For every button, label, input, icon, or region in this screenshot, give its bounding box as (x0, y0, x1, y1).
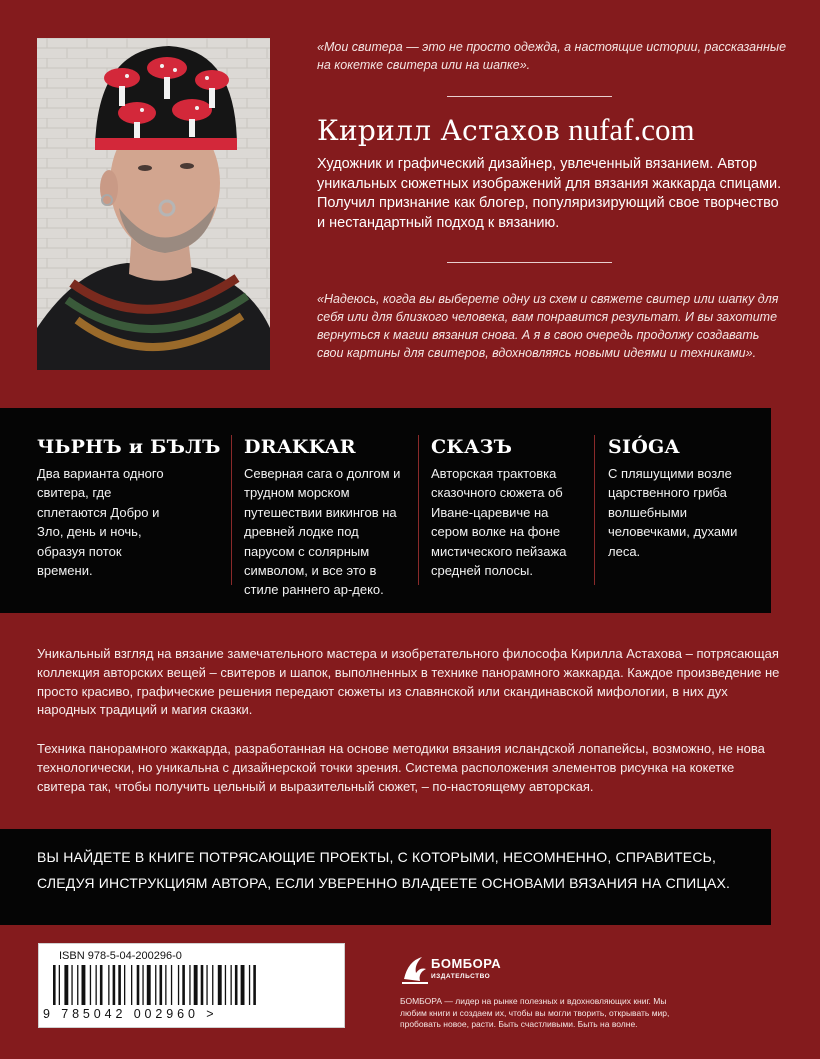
barcode-bars (47, 965, 337, 1007)
barcode-stripe (201, 965, 204, 1005)
author-site-link[interactable]: nufaf.com (568, 112, 695, 147)
author-photo (37, 38, 270, 370)
barcode-stripe (225, 965, 226, 1005)
barcode-stripe (235, 965, 238, 1005)
barcode-stripe (171, 965, 172, 1005)
barcode-stripe (137, 965, 140, 1005)
barcode-stripe (147, 965, 151, 1005)
barcode-stripe (90, 965, 91, 1005)
barcode-stripe (253, 965, 256, 1005)
banner-text: ВЫ НАЙДЕТЕ В КНИГЕ ПОТРЯСАЮЩИЕ ПРОЕКТЫ, С КОТОРЫМИ, НЕСОМНЕННО, СПРАВИТЕСЬ, СЛЕДУЯ ИНСТРУКЦИЯМ АВТОРА, ЕСЛИ УВЕРЕННО ВЛАДЕЕТЕ ОСНОВАМИ ВЯЗАНИЯ НА СПИЦАХ. (37, 849, 731, 891)
barcode-stripe (113, 965, 116, 1005)
description-paragraph-2: Техника панорамного жаккарда, разработанная на основе методики вязания исландской лопапейсы, возможно, не нова технологически, но уникальна с дизайнерской точки зрения. Система расположения элементов рисунка на кокетке свитера так, чтобы получить цельный и выразительный сюжет, – по-настоящему авторская. (37, 741, 765, 794)
divider-top (447, 96, 612, 97)
author-heading (317, 112, 695, 148)
publisher-blurb: БОМБОРА — лидер на рынке полезных и вдохновляющих книг. Мы любим книги и создаем их, чтобы вы могли творить, открывать мир, пробовать новое, расти. Быть счастливыми. Быть на волне. (400, 996, 670, 1029)
barcode-stripe (231, 965, 232, 1005)
barcode-stripe (212, 965, 213, 1005)
barcode-stripe (182, 965, 185, 1005)
barcode-stripe (165, 965, 166, 1005)
barcode-stripe (142, 965, 143, 1005)
author-bio: Художник и графический дизайнер, увлеченный вязанием. Автор уникальных сюжетных изображений для вязания жаккарда спицами. Получил признание как блогер, популяризирующий свое творчество и нестандартный подход к вязанию. (317, 156, 782, 231)
barcode-stripe (96, 965, 97, 1005)
barcode-stripe (194, 965, 198, 1005)
project-title: ЧЬРНЪ и БЪЛЪ (37, 436, 221, 458)
barcode-stripe (189, 965, 190, 1005)
isbn-number: ISBN 978-5-04-200296-0 (59, 950, 182, 962)
barcode-stripe (82, 965, 86, 1005)
description-paragraph-1: Уникальный взгляд на вязание замечательного мастера и изобретательного философа Кирилла Астахова – потрясающая коллекция авторских вещей – свитеров и шапок, выполненных в технике панорамного жаккарда. Каждое произведение не просто красиво, графические решения передают сюжеты из славянской или скандинавской мифологии, в них дух народных традиций и магия сказки. (37, 646, 780, 718)
barcode-stripe (178, 965, 179, 1005)
project-separator (594, 435, 595, 585)
bombora-wave-icon (400, 947, 430, 987)
barcode-stripe (77, 965, 78, 1005)
barcode-stripe (206, 965, 207, 1005)
barcode-stripe (71, 965, 72, 1005)
project-sioga (608, 436, 758, 561)
barcode-stripe (64, 965, 68, 1005)
publisher-name: БОМБОРА (431, 956, 502, 971)
project-desc: С пляшущими возле царственного гриба волшебными человечками, духами леса. (608, 466, 738, 559)
project-title: СКАЗЪ (431, 436, 513, 458)
publisher-subtitle: ИЗДАТЕЛЬСТВО (431, 973, 491, 980)
project-separator (231, 435, 232, 585)
barcode-stripe (118, 965, 121, 1005)
project-title: DRAKKAR (244, 436, 356, 458)
bottom-quote: «Надеюсь, когда вы выберете одну из схем и свяжете свитер или шапку для себя или для близкого человека, вам понравится результат. И вы захотите вернуться к магии вязания снова. А я в свою очередь продолжу создавать свои картины для свитеров, вдохновляясь новыми идеями и техниками». (317, 292, 779, 360)
projects-band (0, 408, 771, 613)
project-skaz (431, 436, 591, 580)
project-title: SIÓGA (608, 436, 680, 458)
barcode-stripe (155, 965, 156, 1005)
barcode-stripe (249, 965, 250, 1005)
barcode-stripe (241, 965, 245, 1005)
project-separator (418, 435, 419, 585)
divider-bottom (447, 262, 612, 263)
barcode-stripe (108, 965, 109, 1005)
isbn-barcode (38, 943, 345, 1028)
project-desc: Авторская трактовка сказочного сюжета об Иване-царевиче на сером волке на фоне мистического пейзажа средней полосы. (431, 466, 567, 579)
project-desc: Северная сага о долгом и трудном морском путешествии викингов на древней лодке под парусом с солярным символом, и все это в стиле раннего ар-деко. (244, 466, 401, 598)
project-chrn-i-bl (37, 436, 221, 580)
barcode-stripe (131, 965, 132, 1005)
barcode-stripe (100, 965, 103, 1005)
barcode-stripe (160, 965, 163, 1005)
barcode-stripe (124, 965, 125, 1005)
author-name: Кирилл Астахов (317, 114, 561, 147)
project-desc: Два варианта одного свитера, где сплетаются Добро и Зло, день и ночь, образуя поток времени. (37, 466, 164, 579)
top-quote: «Мои свитера — это не просто одежда, а настоящие истории, рассказанные на кокетке свитера или на шапке». (317, 40, 787, 72)
barcode-digits: 9 785042 002960 > (43, 1007, 218, 1021)
barcode-stripe (53, 965, 56, 1005)
barcode-stripe (218, 965, 222, 1005)
barcode-stripe (59, 965, 60, 1005)
highlight-banner (0, 829, 771, 925)
project-drakkar (244, 436, 414, 600)
